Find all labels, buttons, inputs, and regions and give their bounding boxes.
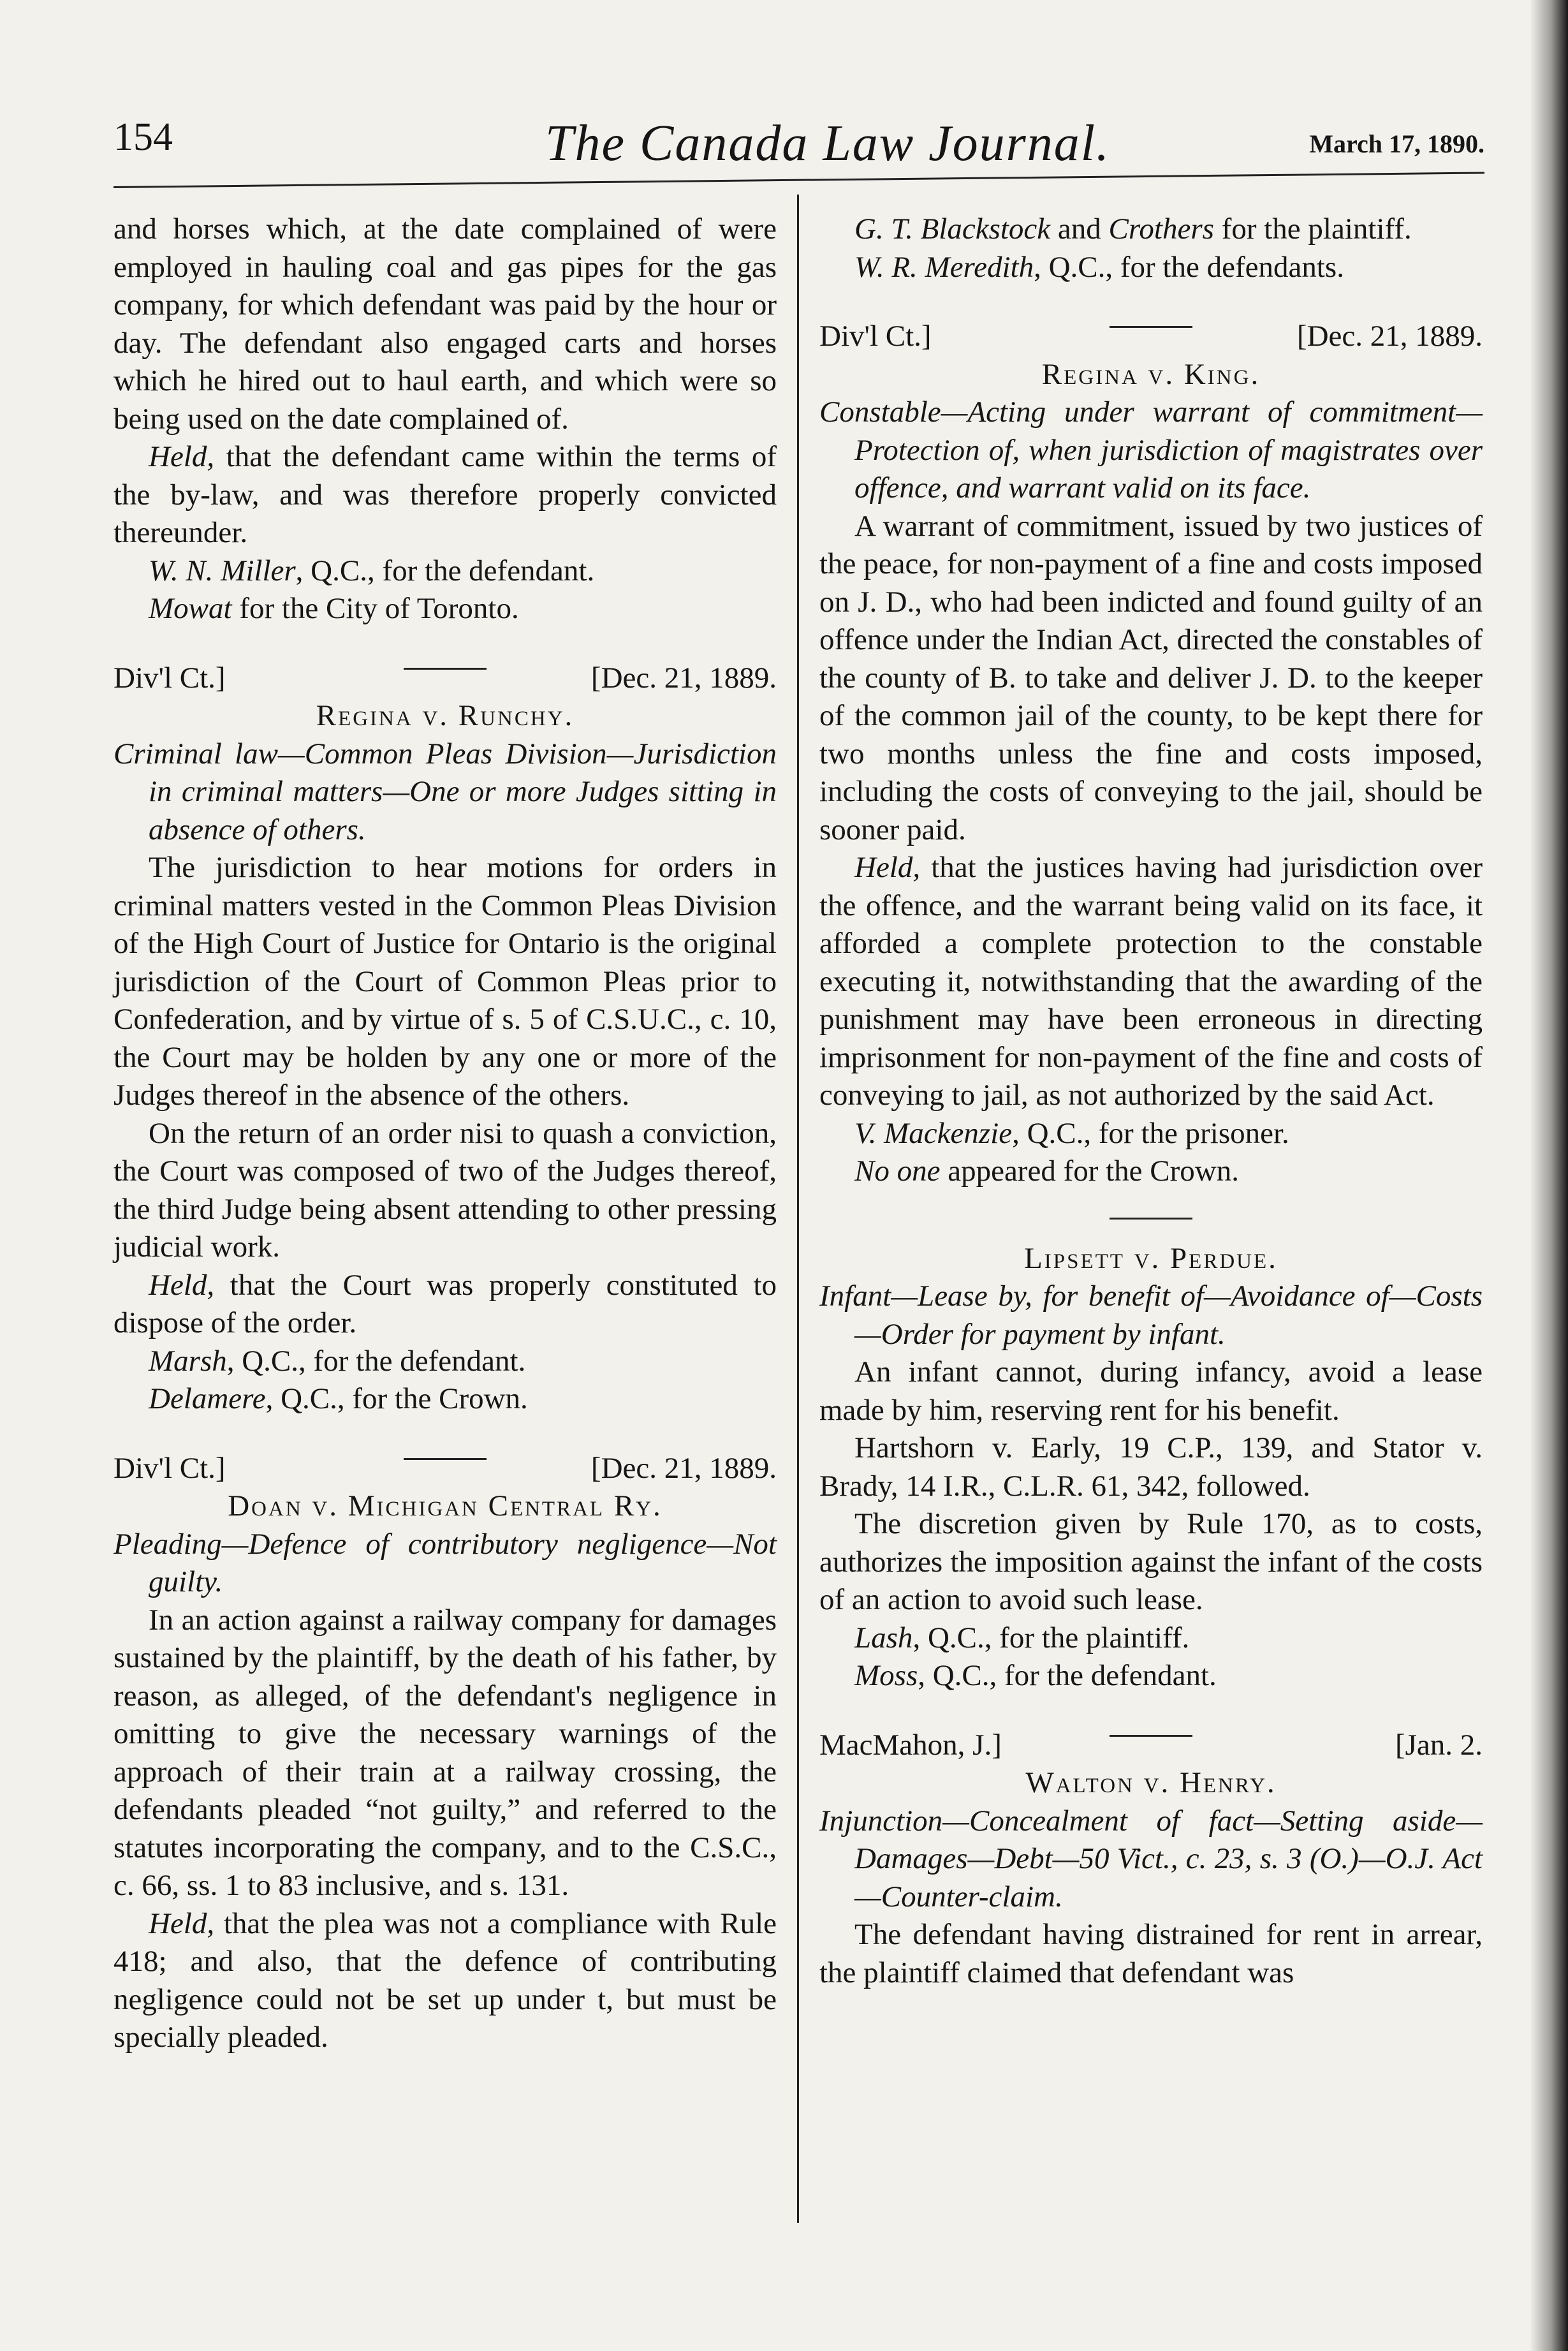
intro-paragraph: and horses which, at the date complained of were employed in hauling coal and gas pipes for the gas company, for which defendant was paid by the hour or day. The defendant also engaged carts and horses which he hired out to haul earth, and which were so being used on the date complained of. xyxy=(114,212,777,436)
journal-title: The Canada Law Journal. xyxy=(545,115,1111,172)
held-paragraph xyxy=(114,438,777,552)
body-paragraph: On the return of an order nisi to quash a conviction, the Court was composed of two of the Judges thereof, the third Judge being absent attending to other pressing judicial work. xyxy=(114,1116,777,1264)
held-paragraph xyxy=(819,849,1483,1115)
column-divider xyxy=(797,195,799,2223)
counsel-role: for the plaintiff. xyxy=(1213,212,1412,246)
case-name: Regina v. King. xyxy=(1041,357,1261,391)
counsel-line xyxy=(114,590,777,628)
counsel-line xyxy=(114,1380,777,1419)
issue-date: March 17, 1890. xyxy=(1309,129,1484,158)
counsel-role: , Q.C., for the defendant. xyxy=(918,1659,1217,1692)
counsel-name: W. R. Meredith xyxy=(854,250,1034,284)
case-headnote: Pleading—Defence of contributory negligence—Not guilty. xyxy=(114,1527,777,1598)
court-line xyxy=(819,1727,1483,1765)
counsel-role: for the City of Toronto. xyxy=(231,592,519,625)
counsel-name: Delamere xyxy=(149,1382,266,1415)
court-name: Div'l Ct.] xyxy=(819,320,932,353)
counsel-role: , Q.C., for the defendant. xyxy=(295,554,595,587)
counsel-role: , Q.C., for the prisoner. xyxy=(1012,1116,1289,1150)
counsel-role: , Q.C., for the plaintiff. xyxy=(912,1621,1190,1655)
section-rule xyxy=(1110,1218,1192,1220)
counsel-line xyxy=(114,552,777,591)
court-line xyxy=(114,660,777,698)
case-name: Walton v. Henry. xyxy=(1025,1766,1277,1799)
court-name: Div'l Ct.] xyxy=(114,661,226,695)
held-paragraph xyxy=(114,1267,777,1343)
held-text: that the justices having had jurisdiction over the offence, and the warrant being valid on its face, it afforded a complete protection to the constable executing it, notwithstanding that the awarding of the punishment may have been erroneous in directing imprisonment for non-payment of the fine and costs of conveying to jail, as not authorized by the said Act. xyxy=(819,851,1483,1112)
section-rule xyxy=(1110,326,1192,328)
body-paragraph: The defendant having distrained for rent in arrear, the plaintiff claimed that defendant was xyxy=(819,1918,1483,1989)
counsel-name: Mowat xyxy=(149,592,232,625)
case-name: Regina v. Runchy. xyxy=(316,699,575,732)
counsel-name: No one xyxy=(854,1154,941,1188)
held-paragraph xyxy=(114,1905,777,2057)
counsel-line xyxy=(114,1343,777,1381)
counsel-name: Crothers xyxy=(1108,212,1214,246)
case-date: [Jan. 2. xyxy=(1395,1728,1483,1762)
body-paragraph: In an action against a railway company for damages sustained by the plaintiff, by the death of his father, by reason, as alleged, of the defendant's negligence in omitting to give the necessary warnings of the approach of their train at a railway crossing, the defendants pleaded “not guilty,” and referred to the statutes incorporating the company, and to the C.S.C., c. 66, ss. 1 to 83 inclusive, and s. 131. xyxy=(114,1603,777,1902)
case-heading-doan xyxy=(114,1448,777,1526)
body-paragraph: Hartshorn v. Early, 19 C.P., 139, and Stator v. Brady, 14 I.R., C.L.R. 61, 342, followed. xyxy=(819,1431,1483,1503)
counsel-name: V. Mackenzie xyxy=(854,1116,1013,1150)
case-name: Doan v. Michigan Central Ry. xyxy=(228,1489,663,1522)
counsel-joiner: and xyxy=(1050,212,1109,246)
court-name: Div'l Ct.] xyxy=(114,1451,226,1485)
case-date: [Dec. 21, 1889. xyxy=(1296,320,1483,353)
held-text: that the Court was properly constituted to dispose of the order. xyxy=(114,1268,777,1339)
counsel-name: Marsh xyxy=(149,1344,227,1378)
held-text: that the plea was not a compliance with Rule 418; and also, that the defence of contributing negligence could not be set up under t, but must be specially pleaded. xyxy=(114,1906,777,2054)
case-headnote: Constable—Acting under warrant of commitment—Protection of, when jurisdiction of magistrates over offence, and warrant valid on its face. xyxy=(819,395,1483,505)
case-date: [Dec. 21, 1889. xyxy=(590,1451,777,1485)
counsel-name: W. N. Miller xyxy=(149,554,296,587)
counsel-name: G. T. Blackstock xyxy=(854,212,1051,246)
body-paragraph: The jurisdiction to hear motions for orders in criminal matters vested in the Common Pleas Division of the High Court of Justice for Ontario is the original jurisdiction of the Court of Common Pleas prior to Confederation, and by virtue of s. 5 of C.S.U.C., c. 10, the Court may be holden by any one or more of the Judges thereof in the absence of the others. xyxy=(114,851,777,1112)
counsel-line xyxy=(819,249,1483,287)
held-label: Held, xyxy=(149,1906,215,1940)
counsel-line xyxy=(819,1115,1483,1153)
counsel-line xyxy=(819,1619,1483,1658)
counsel-line xyxy=(819,1153,1483,1191)
counsel-line xyxy=(819,210,1483,249)
held-label: Held, xyxy=(854,851,921,884)
case-heading-runchy xyxy=(114,658,777,735)
counsel-role: , Q.C., for the defendant. xyxy=(226,1344,526,1378)
case-date: [Dec. 21, 1889. xyxy=(590,661,777,695)
body-paragraph: The discretion given by Rule 170, as to costs, authorizes the imposition against the infant of the costs of an action to avoid such lease. xyxy=(819,1507,1483,1616)
court-name: MacMahon, J.] xyxy=(819,1728,1002,1762)
section-rule xyxy=(404,1458,487,1460)
section-rule xyxy=(404,668,487,670)
counsel-role: appeared for the Crown. xyxy=(940,1154,1239,1188)
body-paragraph: An infant cannot, during infancy, avoid a lease made by him, reserving rent for his benefit. xyxy=(819,1355,1483,1427)
body-paragraph: A warrant of commitment, issued by two justices of the peace, for non-payment of a fine and costs imposed on J. D., who had been indicted and found guilty of an offence under the Indian Act, directed the constables of the county of B. to take and deliver J. D. to the keeper of the common jail of the county, to be kept there for two months unless the fine and costs imposed, including the costs of conveying to the jail, should be sooner paid. xyxy=(819,509,1483,846)
court-line xyxy=(114,1450,777,1488)
page-number: 154 xyxy=(114,115,173,159)
case-heading-walton xyxy=(819,1725,1483,1802)
counsel-line xyxy=(819,1657,1483,1695)
case-headnote: Criminal law—Common Pleas Division—Jurisdiction in criminal matters—One or more Judges sitting in absence of others. xyxy=(114,737,777,846)
case-headnote: Infant—Lease by, for benefit of—Avoidance of—Costs—Order for payment by infant. xyxy=(819,1279,1483,1351)
held-text: that the defendant came within the terms of the by-law, and was therefore properly convicted thereunder. xyxy=(114,440,777,549)
case-heading-king xyxy=(819,316,1483,394)
counsel-name: Lash xyxy=(854,1621,913,1655)
held-label: Held, xyxy=(149,440,215,473)
case-headnote: Injunction—Concealment of fact—Setting aside—Damages—Debt—50 Vict., c. 23, s. 3 (O.)—O.J. Act—Counter-claim. xyxy=(819,1804,1483,1913)
left-column xyxy=(114,210,777,2057)
court-line xyxy=(819,318,1483,356)
right-column xyxy=(819,210,1483,1992)
section-rule xyxy=(1110,1735,1192,1737)
counsel-role: , Q.C., for the defendants. xyxy=(1034,250,1344,284)
counsel-role: , Q.C., for the Crown. xyxy=(265,1382,528,1415)
case-name: Lipsett v. Perdue. xyxy=(1024,1241,1278,1275)
scan-edge-shadow xyxy=(1530,0,1568,2351)
counsel-name: Moss xyxy=(854,1659,918,1692)
held-label: Held, xyxy=(149,1268,215,1302)
